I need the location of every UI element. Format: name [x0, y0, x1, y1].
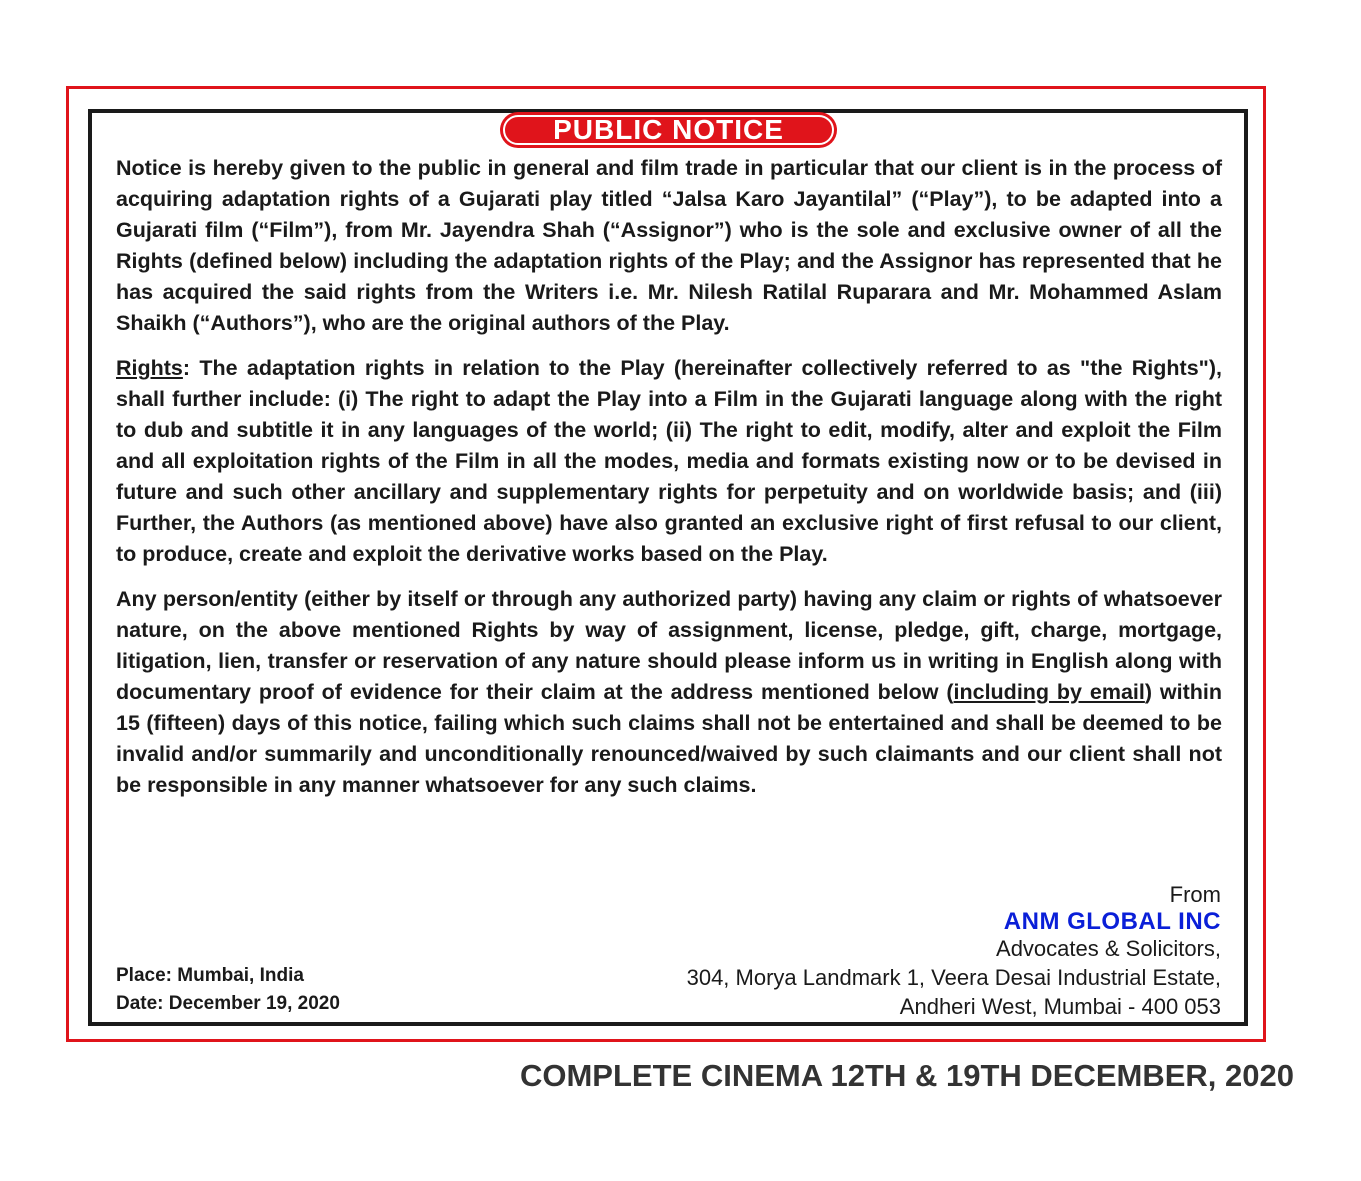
public-notice-badge [500, 112, 837, 148]
firm-name: ANM GLOBAL INC [1003, 908, 1221, 935]
notice-title: PUBLIC NOTICE [503, 115, 834, 145]
claims-text-b: ) within 15 (fifteen) days of this notice, failing which such claims shall not be entertained and shall be deemed to be invalid and/or summarily and unconditionally renounced/waived by such claimants and our client shall not be responsible in any manner whatsoever for any such claims. [116, 680, 1222, 797]
email-reference: including by email [953, 680, 1145, 704]
firm-address [687, 934, 1221, 1021]
date: Date: December 19, 2020 [116, 993, 340, 1014]
paragraph-intro: Notice is hereby given to the public in general and film trade in particular that our client is in the process of acquiring adaptation rights of a Gujarati play titled “Jalsa Karo Jayantilal” (“Play”), to be adapted into a Gujarati film (“Film”), from Mr. Jayendra Shah (“Assignor”) who is the sole and exclusive owner of all the Rights (defined below) including the adaptation rights of the Play; and the Assignor has represented that he has acquired the said rights from the Writers i.e. Mr. Nilesh Ratilal Ruparara and Mr. Mohammed Aslam Shaikh (“Authors”), who are the original authors of the Play. [116, 156, 1222, 335]
place-date-block [116, 962, 340, 1018]
rights-label: Rights [116, 356, 183, 380]
address-line-2: Andheri West, Mumbai - 400 053 [899, 994, 1221, 1019]
paragraph-rights [116, 353, 1222, 570]
place: Place: Mumbai, India [116, 965, 304, 986]
address-line-1: 304, Morya Landmark 1, Veera Desai Industrial Estate, [686, 965, 1221, 990]
claims-text-a: Any person/entity (either by itself or through any authorized party) having any claim or rights of whatsoever nature, on the above mentioned Rights by way of assignment, license, pledge, gift, charge, mortgage, litigation, lien, transfer or reservation of any nature should please inform us in writing in English along with documentary proof of evidence for their claim at the address mentioned below ( [116, 587, 1222, 704]
rights-text: : The adaptation rights in relation to the Play (hereinafter collectively referred to as "the Rights"), shall further include: (i) The right to adapt the Play into a Film in the Gujarati language along with the right to dub and subtitle it in any languages of the world; (ii) The right to edit, modify, alter and exploit the Film and all exploitation rights of the Film in all the modes, media and formats existing now or to be devised in future and such other ancillary and supplementary rights for perpetuity and on worldwide basis; and (iii) Further, the Authors (as mentioned above) have also granted an exclusive right of first refusal to our client, to produce, create and exploit the derivative works based on the Play. [116, 356, 1222, 566]
firm-type: Advocates & Solicitors, [996, 936, 1221, 961]
publication-footer: COMPLETE CINEMA 12TH & 19TH DECEMBER, 2020 [519, 1058, 1294, 1093]
notice-body [116, 153, 1222, 801]
paragraph-claims [116, 584, 1222, 801]
from-label: From [1169, 882, 1221, 907]
